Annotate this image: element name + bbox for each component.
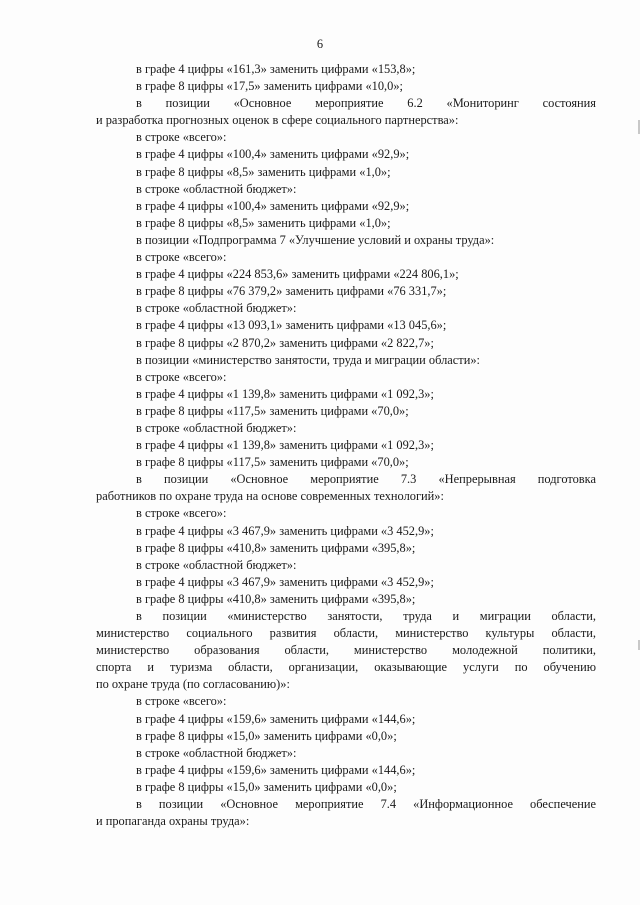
text-line: в графе 4 цифры «3 467,9» заменить цифрами «3 452,9»;: [136, 523, 434, 538]
text-line: в графе 4 цифры «161,3» заменить цифрами «153,8»;: [136, 62, 416, 76]
text-line: в графе 8 цифры «2 870,2» заменить цифрами «2 822,7»;: [136, 335, 434, 350]
text-line: в графе 8 цифры «15,0» заменить цифрами «0,0»;: [136, 728, 397, 743]
text-line: в графе 4 цифры «1 139,8» заменить цифрами «1 092,3»;: [136, 438, 434, 453]
text-line: в позиции «Основное мероприятие 7.4 «Информационное обеспечение: [136, 797, 596, 812]
text-line: в графе 8 цифры «8,5» заменить цифрами «1,0»;: [136, 215, 391, 230]
text-line: в графе 8 цифры «410,8» заменить цифрами «395,8»;: [136, 540, 416, 555]
text-line: в строке «всего»:: [136, 369, 227, 384]
text-line: в позиции «Основное мероприятие 6.2 «Мониторинг состояния: [136, 96, 596, 111]
text-line: в графе 8 цифры «117,5» заменить цифрами «70,0»;: [136, 455, 409, 470]
text-line: в графе 4 цифры «100,4» заменить цифрами «92,9»;: [136, 147, 410, 162]
text-line: и разработка прогнозных оценок в сфере социального партнерства»:: [96, 113, 459, 128]
text-line: министерство образования области, министерство молодежной политики,: [96, 643, 596, 658]
text-line: в графе 4 цифры «159,6» заменить цифрами «144,6»;: [136, 711, 416, 726]
text-line: спорта и туризма области, организации, оказывающие услуги по обучению: [96, 660, 596, 675]
text-line: в графе 8 цифры «17,5» заменить цифрами «10,0»;: [136, 79, 403, 94]
text-line: в графе 8 цифры «117,5» заменить цифрами «70,0»;: [136, 403, 409, 418]
text-line: в графе 4 цифры «159,6» заменить цифрами «144,6»;: [136, 762, 416, 777]
text-line: в строке «областной бюджет»:: [136, 301, 297, 316]
text-line: в графе 8 цифры «410,8» заменить цифрами «395,8»;: [136, 591, 416, 606]
text-line: в строке «областной бюджет»:: [136, 181, 297, 196]
text-line: в строке «областной бюджет»:: [136, 420, 297, 435]
text-line: в графе 4 цифры «13 093,1» заменить цифрами «13 045,6»;: [136, 318, 447, 333]
text-line: в строке «всего»:: [136, 130, 227, 145]
text-line: в графе 4 цифры «100,4» заменить цифрами «92,9»;: [136, 198, 410, 213]
text-line: в строке «всего»:: [136, 506, 227, 521]
text-line: работников по охране труда на основе современных технологий»:: [96, 489, 444, 504]
text-line: и пропаганда охраны труда»:: [96, 814, 250, 829]
page-number: 6: [316, 37, 324, 51]
text-line: в графе 8 цифры «76 379,2» заменить цифрами «76 331,7»;: [136, 284, 447, 299]
text-line: в позиции «Подпрограмма 7 «Улучшение условий и охраны труда»:: [136, 232, 495, 247]
text-line: в графе 4 цифры «1 139,8» заменить цифрами «1 092,3»;: [136, 386, 434, 401]
text-line: в графе 4 цифры «3 467,9» заменить цифрами «3 452,9»;: [136, 574, 434, 589]
text-line: в строке «всего»:: [136, 694, 227, 709]
text-line: в позиции «министерство занятости, труда и миграции области,: [136, 609, 596, 623]
document-body: [96, 61, 596, 830]
text-line: в позиции «Основное мероприятие 7.3 «Непрерывная подготовка: [136, 472, 596, 487]
text-line: в строке «областной бюджет»:: [136, 557, 297, 572]
text-line: в графе 4 цифры «224 853,6» заменить цифрами «224 806,1»;: [136, 267, 459, 282]
text-line: в графе 8 цифры «8,5» заменить цифрами «1,0»;: [136, 164, 391, 179]
text-line: в графе 8 цифры «15,0» заменить цифрами «0,0»;: [136, 779, 397, 794]
text-line: в строке «всего»:: [136, 250, 227, 265]
text-line: по охране труда (по согласованию)»:: [96, 677, 290, 692]
text-line: министерство социального развития области, министерство культуры области,: [96, 626, 596, 641]
text-line: в строке «областной бюджет»:: [136, 745, 297, 760]
text-line: в позиции «министерство занятости, труда и миграции области»:: [136, 352, 480, 367]
